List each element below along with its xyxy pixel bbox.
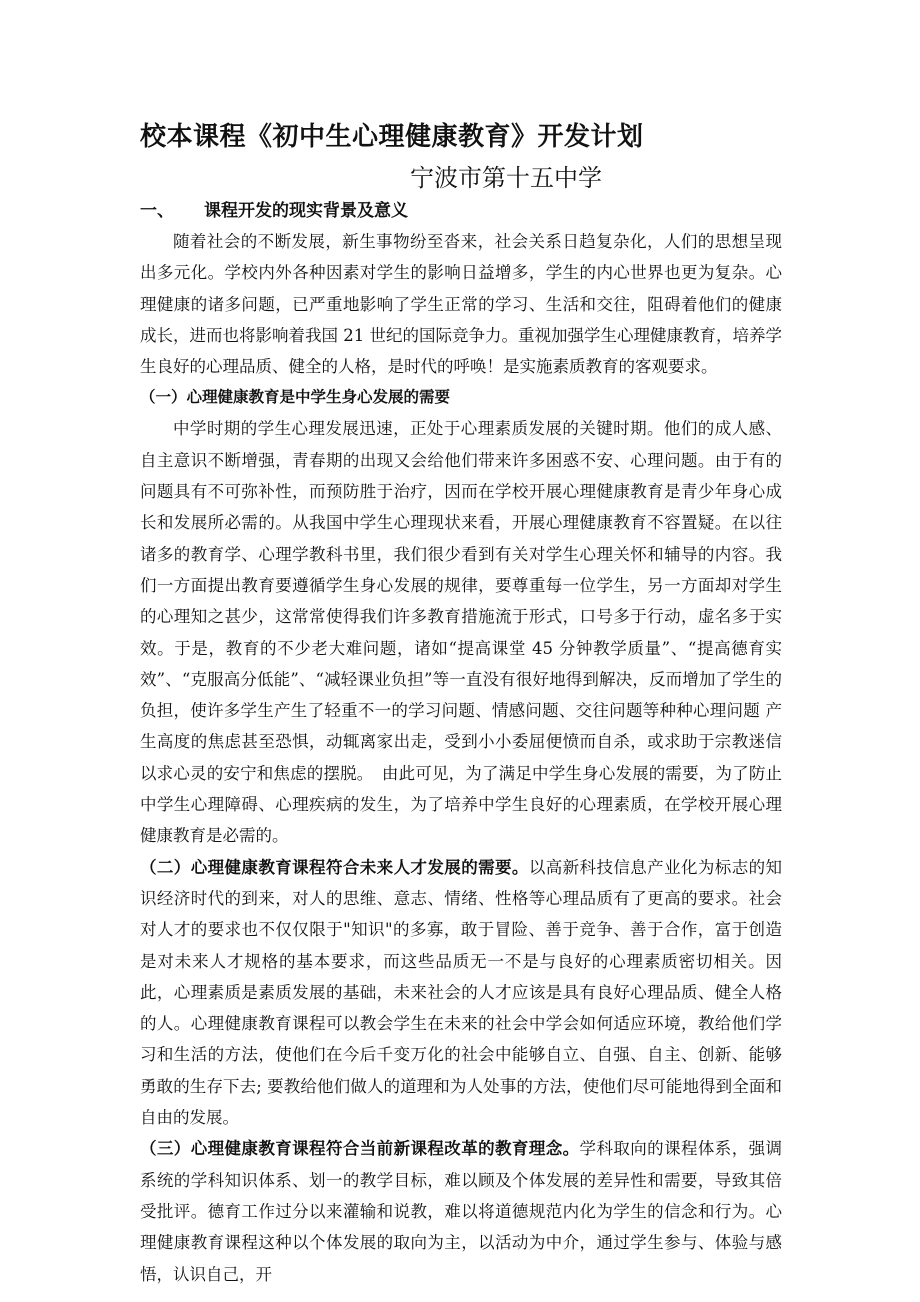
subsection-heading-3: （三）心理健康教育课程符合当前新课程改革的教育理念。: [140, 1139, 580, 1159]
subsection-body-2: 以高新科技信息产业化为标志的知识经济时代的到来，对人的思维、意志、情绪、性格等心理品质有了更高的要求。社会对人才的要求也不仅仅限于"知识"的多寡，敢于冒险、善于竞争、善于合作，富于创造是对未来人才规格的基本要求，而这些品质无一不是与良好的心理素质密切相关。因此，心理素质是素质发展的基础，未来社会的人才应该是具有良好心理品质、健全人格的人。心理健康教育课程可以教会学生在未来的社会中学会如何适应环境，教给他们学习和生活的方法，使他们在今后千变万化的社会中能够自立、自强、自主、创新、能够勇敢的生存下去; 要教给他们做人的道理和为人处事的方法，使他们尽可能地得到全面和自由的发展。: [140, 857, 783, 1128]
subsection-body-1: 中学时期的学生心理发展迅速，正处于心理素质发展的关键时期。他们的成人感、自主意识不断增强，青春期的出现又会给他们带来许多困惑不安、心理问题。由于有的问题具有不可弥补性，而预防胜于治疗，因而在学校开展心理健康教育是青少年身心成长和发展所必需的。从我国中学生心理现状来看，开展心理健康教育不容置疑。在以往诸多的教育学、心理学教科书里，我们很少看到有关对学生心理关怀和辅导的内容。我们一方面提出教育要遵循学生身心发展的规律，要尊重每一位学生，另一方面却对学生的心理知之甚少，这常常使得我们许多教育措施流于形式，口号多于行动，虚名多于实效。于是，教育的不少老大难问题，诸如“提高课堂 45 分钟教学质量”、“提高德育实效”、“克服高分低能”、“减轻课业负担”等一直没有很好地得到解决，反而增加了学生的负担，使许多学生产生了轻重不一的学习问题、情感问题、交往问题等种种心理问题 产生高度的焦虑甚至恐惧，动辄离家出走，受到小小委屈便愤而自杀，或求助于宗教迷信以求心灵的安宁和焦虑的摆脱。 由此可见，为了满足中学生身心发展的需要，为了防止中学生心理障碍、心理疾病的发生，为了培养中学生良好的心理素质，在学校开展心理健康教育是必需的。: [140, 419, 782, 846]
document-title: 校本课程《初中生心理健康教育》开发计划: [140, 122, 644, 152]
section-heading: [140, 196, 782, 226]
document-page: [140, 118, 782, 1290]
section-title: 课程开发的现实背景及意义: [204, 201, 408, 221]
intro-paragraph: 随着社会的不断发展，新生事物纷至沓来，社会关系日趋复杂化，人们的思想呈现出多元化。学校内外各种因素对学生的影响日益增多，学生的内心世界也更为复杂。心理健康的诸多问题，已严重地影响了学生正常的学习、生活和交往，阻碍着他们的健康成长，进而也将影响着我国 21 世纪的国际竞争力。重视加强学生心理健康教育，培养学生良好的心理品质、健全的人格，是时代的呼唤！是实施素质教育的客观要求。: [140, 232, 782, 377]
subsection-3: [140, 1133, 782, 1289]
subsection-heading-1: （一）心理健康教育是中学生身心发展的需要: [140, 388, 451, 407]
subsection-body-3: 学科取向的课程体系，强调系统的学科知识体系、划一的教学目标，难以顾及个体发展的差异性和需要，导致其倍受批评。德育工作过分以来灌输和说教，难以将道德规范内化为学生的信念和行为。心理健康教育课程这种以个体发展的取向为主，以活动为中介，通过学生参与、体验与感悟，认识自己，开: [140, 1139, 783, 1284]
school-name: 宁波市第十五中学: [410, 164, 602, 192]
subsection-2: [140, 852, 782, 1134]
subsection-heading-2: （二）心理健康教育课程符合未来人才发展的需要。: [140, 857, 529, 877]
section-number: 一、: [140, 201, 174, 221]
